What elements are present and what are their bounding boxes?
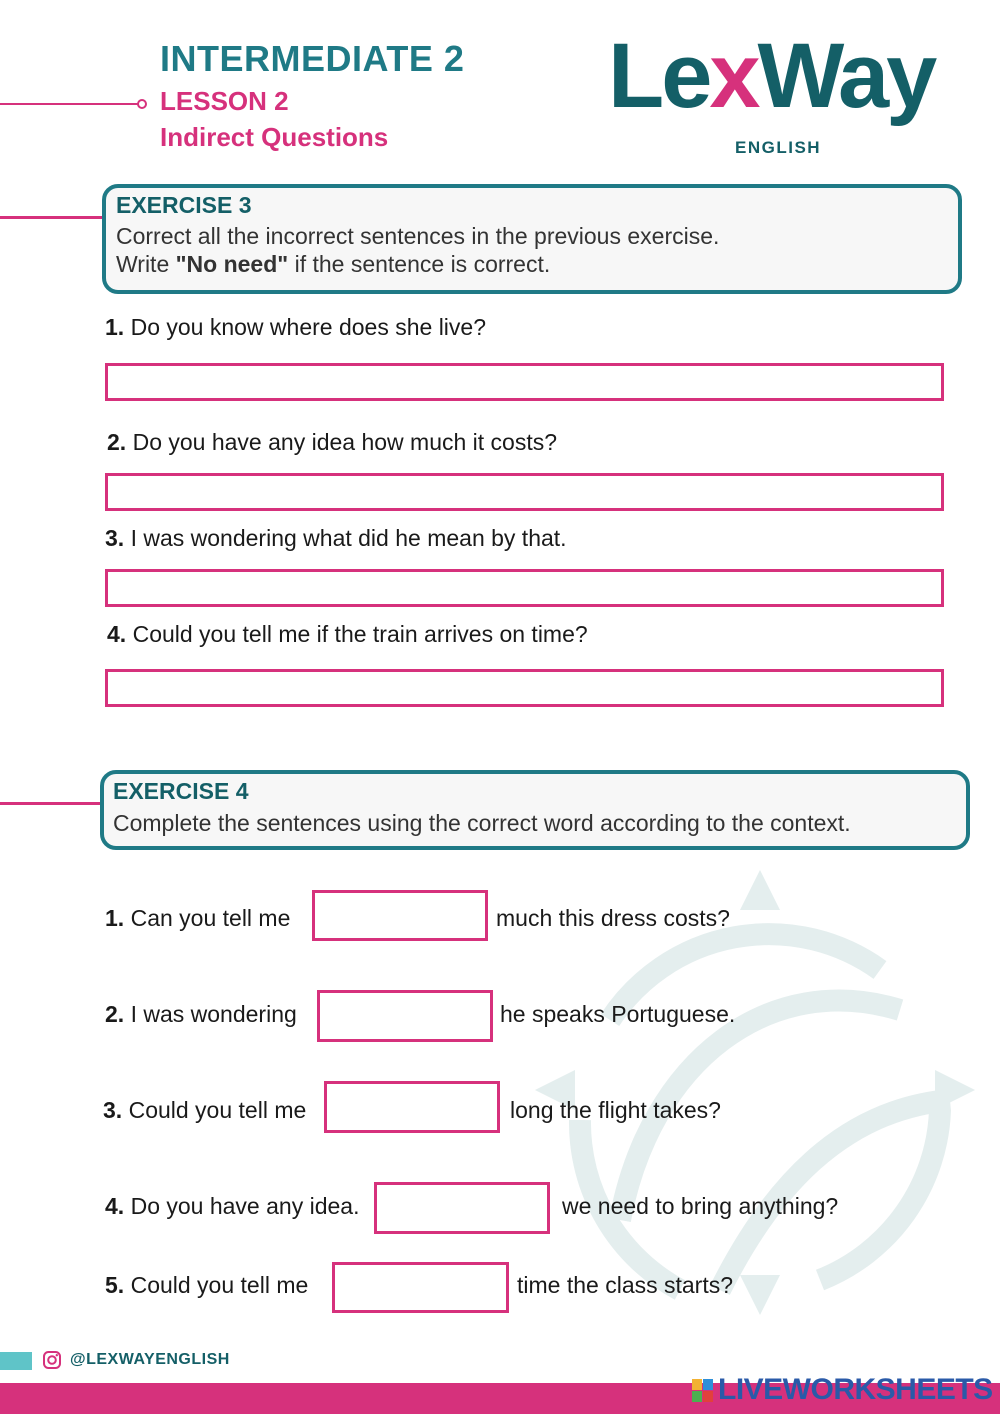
question-text: Could you tell me if the train arrives on time? xyxy=(126,621,588,647)
ex4-item-2-suffix: he speaks Portuguese. xyxy=(500,1001,736,1027)
ex4-blank-1[interactable] xyxy=(312,890,488,941)
ex4-item-5-prefix xyxy=(105,1272,308,1299)
exercise4-accent-line xyxy=(0,802,104,805)
ex4-item-4-prefix xyxy=(105,1193,359,1220)
lexway-logo xyxy=(608,25,935,127)
header-divider xyxy=(0,103,138,105)
topic-title: Indirect Questions xyxy=(160,122,389,152)
logo-text-x: x xyxy=(709,25,758,127)
instagram-icon xyxy=(42,1350,62,1370)
ex4-item-4-suffix: we need to bring anything? xyxy=(562,1193,839,1219)
ex4-item-3-suffix: long the flight takes? xyxy=(510,1097,721,1123)
level-title: INTERMEDIATE 2 xyxy=(160,38,465,79)
instruction-post: if the sentence is correct. xyxy=(288,251,551,277)
exercise3-title: EXERCISE 3 xyxy=(116,192,252,218)
footer-accent xyxy=(0,1352,32,1370)
ex3-answer-4[interactable] xyxy=(105,669,944,707)
lesson-title: LESSON 2 xyxy=(160,86,289,116)
exercise3-accent-line xyxy=(0,216,106,219)
liveworksheets-logo-icon xyxy=(692,1379,714,1403)
item-text-before: Do you have any idea. xyxy=(124,1193,360,1219)
ex4-blank-2[interactable] xyxy=(317,990,493,1042)
ex3-question-1 xyxy=(105,314,486,341)
instagram-handle[interactable]: @LEXWAYENGLISH xyxy=(70,1351,230,1368)
ex3-answer-1[interactable] xyxy=(105,363,944,401)
ex3-question-3 xyxy=(105,525,567,552)
ex3-question-2 xyxy=(107,429,557,456)
exercise4-box xyxy=(100,770,970,850)
question-text: Do you have any idea how much it costs? xyxy=(126,429,558,455)
exercise3-instruction-1: Correct all the incorrect sentences in the previous exercise. xyxy=(116,223,720,249)
item-number: 2. xyxy=(105,1001,125,1027)
item-number: 1. xyxy=(105,905,125,931)
item-text-before: Could you tell me xyxy=(122,1097,307,1123)
ex3-answer-2[interactable] xyxy=(105,473,944,511)
header-divider-dot xyxy=(137,99,147,109)
exercise3-box xyxy=(102,184,962,294)
question-text: Do you know where does she live? xyxy=(124,314,486,340)
item-number: 5. xyxy=(105,1272,125,1298)
ex4-item-2-prefix xyxy=(105,1001,297,1028)
ex4-blank-3[interactable] xyxy=(324,1081,500,1133)
exercise3-instruction-2 xyxy=(116,250,550,278)
liveworksheets-text: LIVEWORKSHEETS xyxy=(718,1373,993,1406)
item-number: 3. xyxy=(103,1097,123,1123)
ex4-blank-4[interactable] xyxy=(374,1182,550,1234)
question-number: 2. xyxy=(107,429,127,455)
ex4-item-1-prefix xyxy=(105,905,290,932)
item-number: 4. xyxy=(105,1193,125,1219)
logo-text-1: Le xyxy=(608,25,710,127)
question-number: 4. xyxy=(107,621,127,647)
item-text-before: Could you tell me xyxy=(124,1272,309,1298)
ex4-item-5-suffix: time the class starts? xyxy=(517,1272,734,1298)
item-text-before: Can you tell me xyxy=(124,905,291,931)
question-text: I was wondering what did he mean by that. xyxy=(124,525,567,551)
exercise4-instruction: Complete the sentences using the correct word according to the context. xyxy=(113,810,851,836)
exercise4-title: EXERCISE 4 xyxy=(113,778,249,804)
ex4-blank-5[interactable] xyxy=(332,1262,509,1313)
question-number: 1. xyxy=(105,314,125,340)
question-number: 3. xyxy=(105,525,125,551)
instruction-pre: Write xyxy=(116,251,176,277)
ex3-question-4 xyxy=(107,621,588,648)
item-text-before: I was wondering xyxy=(124,1001,297,1027)
logo-text-2: Way xyxy=(757,25,935,127)
ex4-item-1-suffix: much this dress costs? xyxy=(496,905,730,931)
logo-subtitle: ENGLISH xyxy=(735,138,822,157)
instruction-bold: "No need" xyxy=(175,251,289,277)
ex4-item-3-prefix xyxy=(103,1097,306,1124)
ex3-answer-3[interactable] xyxy=(105,569,944,607)
